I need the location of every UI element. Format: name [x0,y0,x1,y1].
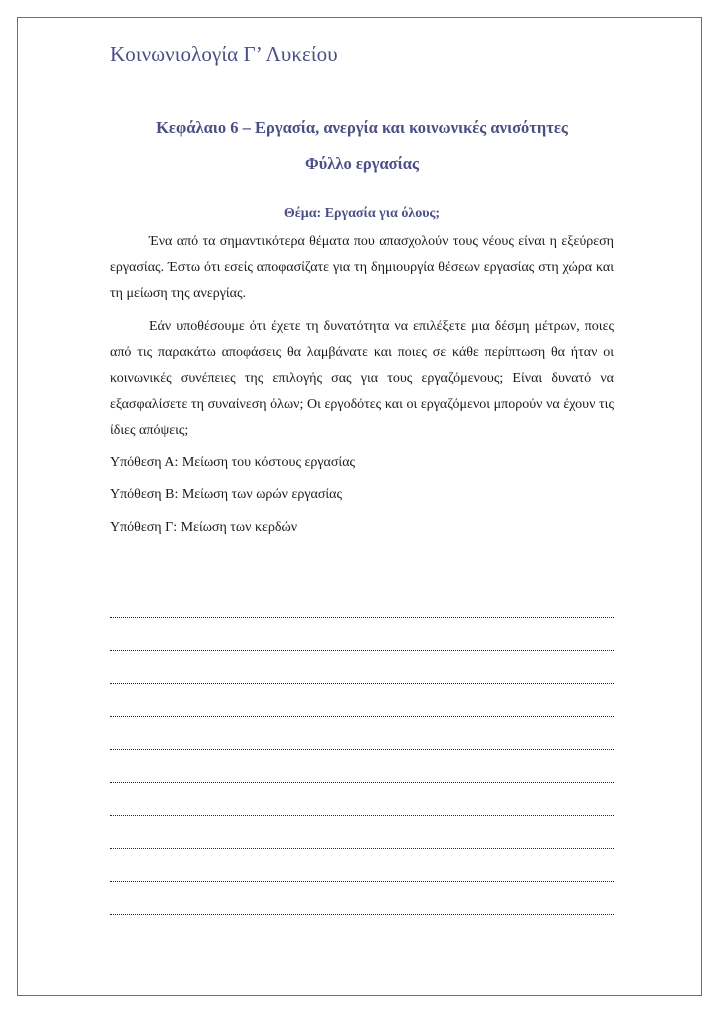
answer-line [110,750,614,783]
answer-line [110,684,614,717]
intro-paragraph: Ένα από τα σημαντικότερα θέματα που απασχολούν τους νέους είναι η εξεύρεση εργασίας. Έστω ότι εσείς αποφασίζατε για τη δημιουργία θέσεων εργασίας στη χώρα και τη μείωση της ανεργίας. [110,234,614,301]
hypothesis-b: Υπόθεση Β: Μείωση των ωρών εργασίας [110,487,343,502]
answer-line [110,849,614,882]
answer-line [110,618,614,651]
answer-line [110,717,614,750]
subject-header: Κοινωνιολογία Γ’ Λυκείου [110,42,338,66]
hypothesis-c: Υπόθεση Γ: Μείωση των κερδών [110,520,298,535]
answer-line [110,816,614,849]
hypothesis-a: Υπόθεση Α: Μείωση του κόστους εργασίας [110,455,356,470]
answer-area [110,585,614,915]
topic-title: Θέμα: Εργασία για όλους; [283,206,441,221]
answer-line [110,651,614,684]
question-paragraph: Εάν υποθέσουμε ότι έχετε τη δυνατότητα να επιλέξετε μια δέσμη μέτρων, ποιες από τις παρακάτω αποφάσεις θα λαμβάνατε και ποιες σε κάθε περίπτωση θα ήταν οι κοινωνικές συνέπειες της επιλογής σας για τους εργαζόμενους; Είναι δυνατό να εξασφαλίσετε τη συναίνεση όλων; Οι εργοδότες και οι εργαζόμενοι μπορούν να έχουν τις ίδιες απόψεις; [110,319,614,438]
answer-line [110,783,614,816]
chapter-title: Κεφάλαιο 6 – Εργασία, ανεργία και κοινωνικές ανισότητες [156,118,568,137]
worksheet-title: Φύλλο εργασίας [305,154,419,173]
answer-line [110,882,614,915]
answer-line [110,585,614,618]
